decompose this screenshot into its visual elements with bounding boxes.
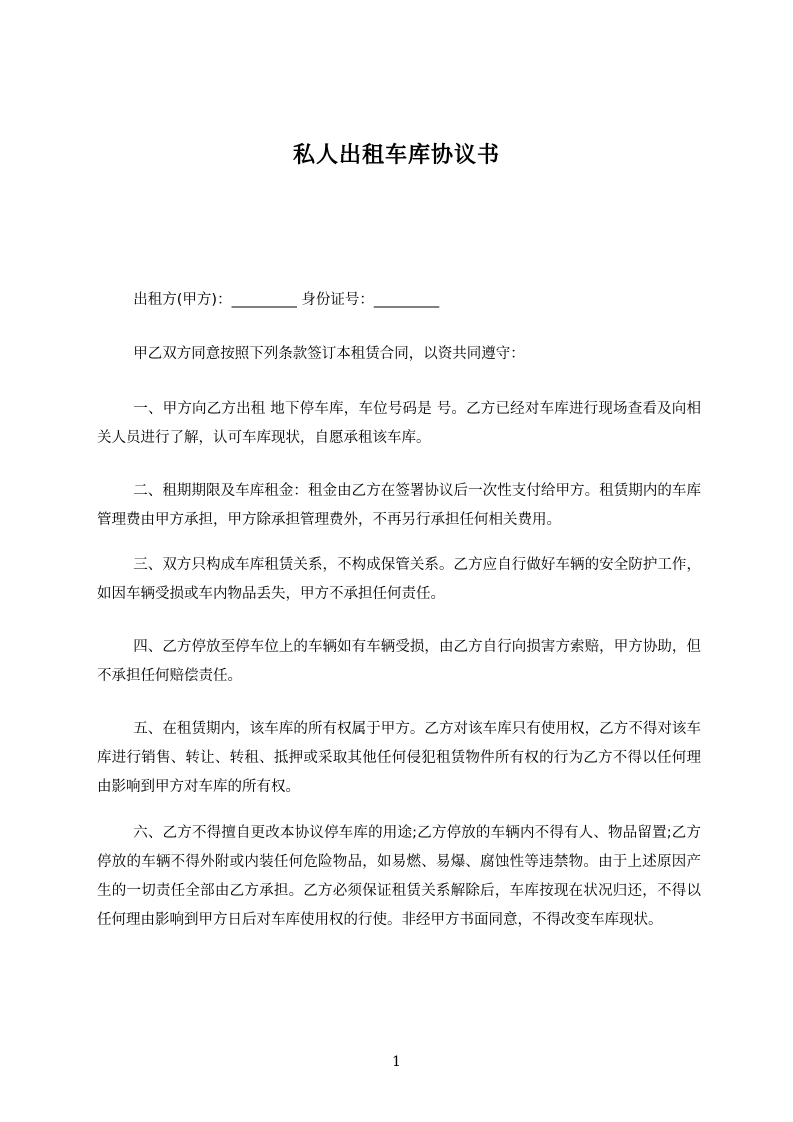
clause-1: 一、甲方向乙方出租 地下停车库，车位号码是 号。乙方已经对车库进行现场查看及向相关人员进行了解，认可车库现状，自愿承租该车库。 <box>97 401 701 446</box>
lessor-info-line: 出租方(甲方)：_________ 身份证号：_________ <box>133 292 440 308</box>
clause-5: 五、在租赁期内，该车库的所有权属于甲方。乙方对该车库只有使用权，乙方不得对该车库进行销售、转让、转租、抵押或采取其他任何侵犯租赁物件所有权的行为乙方不得以任何理由影响到甲方对车库的所有权。 <box>97 721 701 795</box>
clause-2: 二、租期期限及车库租金：租金由乙方在签署协议后一次性支付给甲方。租赁期内的车库管理费由甲方承担，甲方除承担管理费外，不再另行承担任何相关费用。 <box>97 483 701 528</box>
clause-4: 四、乙方停放至停车位上的车辆如有车辆受损，由乙方自行向损害方索赔，甲方协助，但不承担任何赔偿责任。 <box>97 639 701 684</box>
page-title: 私人出租车库协议书 <box>292 143 500 168</box>
page-number: 1 <box>392 1054 401 1070</box>
clause-3: 三、双方只构成车库租赁关系，不构成保管关系。乙方应自行做好车辆的安全防护工作，如因车辆受损或车内物品丢失，甲方不承担任何责任。 <box>97 557 701 602</box>
intro-paragraph: 甲乙双方同意按照下列条款签订本租赁合同，以资共同遵守： <box>133 346 525 362</box>
clause-6: 六、乙方不得擅自更改本协议停车库的用途;乙方停放的车辆内不得有人、物品留置;乙方停放的车辆不得外附或内装任何危险物品，如易燃、易爆、腐蚀性等违禁物。由于上述原因产生的一切责任全部由乙方承担。乙方必须保证租赁关系解除后，车库按现在状况归还，不得以任何理由影响到甲方日后对车库使用权的行使。非经甲方书面同意，不得改变车库现状。 <box>97 825 701 928</box>
